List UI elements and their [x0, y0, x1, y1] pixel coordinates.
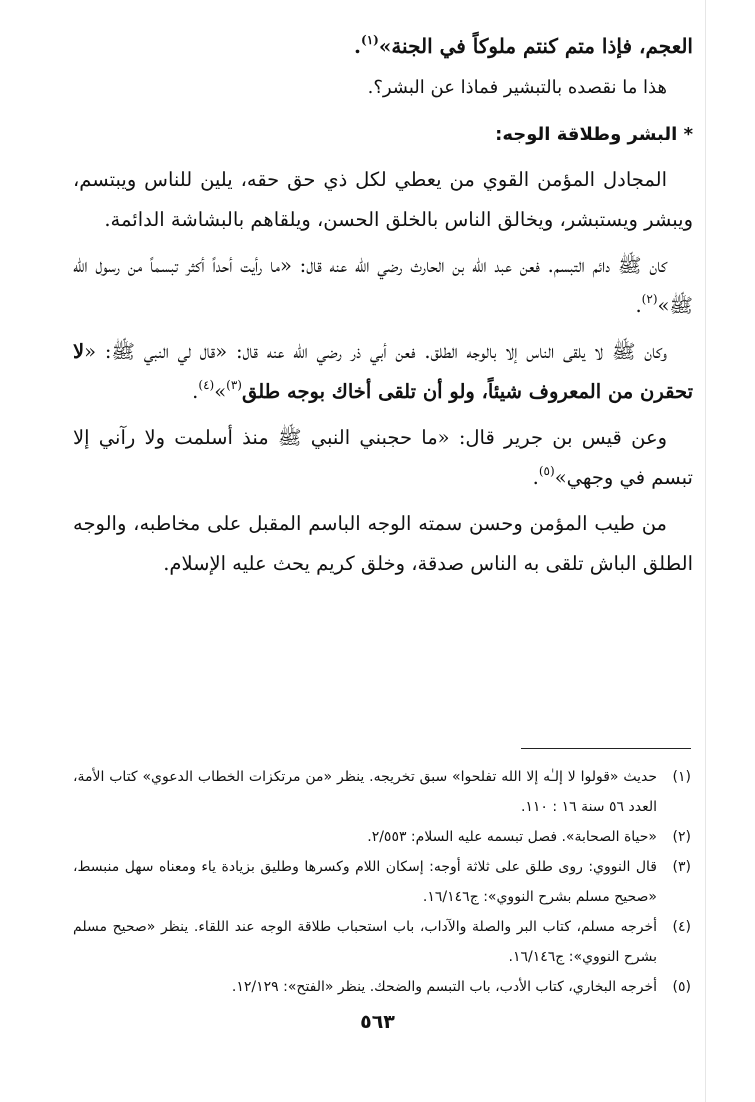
footnote-ref-1: (١): [361, 33, 379, 47]
footnote-item: [73, 852, 691, 912]
hadith-quote-bold: لا تحقرن من المعروف شيئاً، ولو أن تلقى أخاك بوجه طلق: [73, 340, 693, 403]
footnote-number: (٣): [672, 859, 691, 875]
footnotes-section: [73, 762, 691, 1002]
paragraph-intro-text: المجادل المؤمن القوي من يعطي لكل ذي حق حقه، يلين للناس ويبتسم، ويبشر ويستبشر، ويخالق الناس بالخلق الحسن، ويلقاهم بالبشاشة الدائمة.: [73, 168, 693, 231]
footnote-item: [73, 912, 691, 972]
footnote-text: «حياة الصحابة». فصل تبسمه عليه السلام: ٢/٥٥٣.: [367, 829, 657, 845]
paragraph-hadith-2: [73, 332, 693, 412]
paragraph-hadith-1: [73, 246, 693, 326]
footnote-item: [73, 972, 691, 1002]
paragraph-hadith-2-text: وكان ﷺ لا يلقى الناس إلا بالوجه الطلق. فعن أبي ذر رضي الله عنه قال: «قال لي النبي ﷺ: «: [84, 340, 667, 363]
footnote-number: (١): [672, 769, 691, 785]
scan-edge-line: [705, 0, 706, 1102]
paragraph-hadith-3-text: وعن قيس بن جرير قال: «ما حجبني النبي ﷺ منذ أسلمت ولا رآني إلا تبسم في وجهي»: [73, 426, 693, 489]
paragraph-hadith-2-end: .: [192, 380, 199, 403]
paragraph-hadith-3: [73, 418, 693, 498]
paragraph-opening-text: العجم، فإذا متم كنتم ملوكاً في الجنة»: [378, 34, 693, 58]
footnote-number: (٤): [672, 919, 691, 935]
footnote-ref-4: (٤): [198, 378, 215, 392]
paragraph-question-text: هذا ما نقصده بالتبشير فماذا عن البشر؟.: [367, 77, 667, 98]
footnote-ref-2: (٢): [641, 292, 658, 306]
footnote-number: (٢): [672, 829, 691, 845]
main-text: [73, 28, 693, 584]
footnote-number: (٥): [672, 979, 691, 995]
paragraph-question: [73, 70, 693, 106]
footnote-item: [73, 822, 691, 852]
section-heading-text: * البشر وطلاقة الوجه:: [495, 124, 693, 145]
paragraph-hadith-1-text: كان ﷺ دائم التبسم. فعن عبد الله بن الحارث رضي الله عنه قال: «ما رأيت أحداً أكثر تبسماً من رسول الله ﷺ»: [73, 254, 693, 317]
paragraph-conclusion: [73, 504, 693, 584]
footnote-item: [73, 762, 691, 822]
paragraph-conclusion-text: من طيب المؤمن وحسن سمته الوجه الباسم المقبل على مخاطبه، والوجه الطلق الباش تلقى به الناس صدقة، وخلق كريم يحث عليه الإسلام.: [73, 512, 693, 575]
quote-close-mark: »: [214, 380, 227, 403]
paragraph-opening: [73, 28, 693, 64]
footnote-ref-5: (٥): [538, 464, 555, 478]
footnote-text: أخرجه مسلم، كتاب البر والصلة والآداب، باب استحباب طلاقة الوجه عند اللقاء. ينظر «صحيح مسلم بشرح النووي»: ج١٦/١٤٦.: [73, 919, 657, 965]
footnote-text: أخرجه البخاري، كتاب الأدب، باب التبسم والضحك. ينظر «الفتح»: ١٢/١٢٩.: [231, 979, 657, 995]
page-number: ٥٦٣: [360, 1011, 395, 1033]
footnote-text: قال النووي: روى طلق على ثلاثة أوجه: إسكان اللام وكسرها وطليق بزيادة ياء ومعناه سهل منبسط، «صحيح مسلم بشرح النووي»: ج١٦/١٤٦.: [73, 859, 657, 905]
footnote-ref-3: (٣): [226, 378, 242, 392]
paragraph-hadith-1-end: .: [635, 294, 642, 317]
footnote-text: حديث «قولوا لا إلـٰه إلا الله تفلحوا» سبق تخريجه. ينظر «من مرتكزات الخطاب الدعوي» كتاب الأمة، العدد ٥٦ سنة ١٦ : ١١٠.: [73, 769, 657, 815]
paragraph-hadith-3-end: .: [532, 466, 539, 489]
footnote-divider: [521, 748, 691, 749]
section-heading: [73, 120, 693, 150]
paragraph-intro: [73, 160, 693, 240]
paragraph-opening-end: .: [354, 34, 361, 58]
